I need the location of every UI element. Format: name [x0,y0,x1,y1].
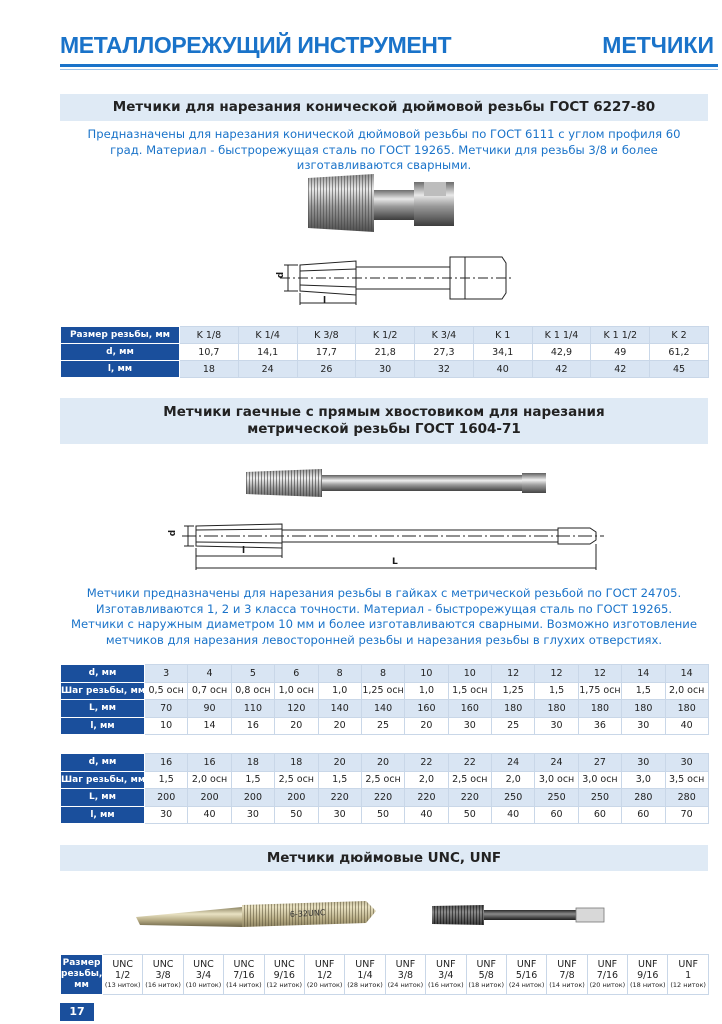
row-label: d, мм [61,754,145,772]
table-cell: 1,5 [145,771,188,789]
table-cell: K 2 [650,327,709,344]
dim-label-l2: l [242,546,246,556]
table-cell: 50 [448,806,491,824]
section2-description-line: Метчики с наружным диаметром 10 мм и более изготавливаются сварными. Возможно изготовление [71,617,697,631]
thread-size: 7/8 [559,970,575,981]
table-cell: 24 [535,754,578,772]
table-cell: 22 [405,754,448,772]
section3-title-bar [60,845,708,871]
table-cell: 250 [492,789,535,807]
thread-size-cell [628,955,668,995]
thread-size: 9/16 [273,970,295,981]
thread-threads: (13 ниток) [104,981,141,989]
table-cell: 1,75 осн [578,682,621,700]
table-cell: 10 [405,665,448,683]
thread-type: UNF [678,959,698,970]
table-cell: 61,2 [650,344,709,361]
thread-size-cell [506,955,546,995]
table-row [61,806,709,824]
thread-size-cell [466,955,506,995]
section3-title: Метчики дюймовые UNC, UNF [266,849,502,866]
thread-size-cell [143,955,183,995]
table-cell: 2,0 осн [665,682,708,700]
thread-size-cell [385,955,425,995]
table-cell: 40 [405,806,448,824]
table-cell: 12 [578,665,621,683]
row-label: Шаг резьбы, мм [61,771,145,789]
thread-size: 5/8 [478,970,494,981]
table-row [61,344,709,361]
thread-threads: (20 ниток) [306,981,343,989]
thread-type: UNF [436,959,456,970]
table-cell: 140 [318,700,361,718]
dim-label-L: L [392,557,398,567]
table-cell: 1,5 осн [448,682,491,700]
table-row [61,327,709,344]
thread-threads: (16 ниток) [428,981,464,989]
thread-threads: (10 ниток) [185,981,222,989]
table-cell: 220 [318,789,361,807]
thread-type: UNF [314,959,335,970]
unf-tap-photo [428,900,608,930]
thread-size: 1 [685,970,692,981]
section2-description-line: Изготавливаются 1, 2 и 3 класса точности. Материал - быстрорежущая сталь по ГОСТ 19265. [95,601,673,616]
thread-type: UNF [638,959,658,970]
table-cell: 25 [492,717,535,735]
table-row [61,700,709,718]
table-cell: 40 [473,361,532,378]
table-cell: 20 [318,717,361,735]
thread-type: UNC [233,959,255,970]
table-cell: 2,5 осн [361,771,404,789]
table-cell: 140 [361,700,404,718]
thread-threads: (14 ниток) [226,981,262,989]
thread-type: UNC [273,959,295,970]
section2-title-line1: Метчики гаечные с прямым хвостовиком для нарезания [163,404,605,420]
header-rule-thin [60,69,718,70]
thread-threads: (18 ниток) [468,981,504,989]
table-cell: 14,1 [238,344,297,361]
table-row [61,789,709,807]
table-cell: 200 [145,789,188,807]
thread-size: 7/16 [233,970,255,981]
thread-size-cell [547,955,587,995]
table-cell: 16 [145,754,188,772]
table-cell: 200 [231,789,274,807]
thread-size-cell [224,955,264,995]
table-cell: 14 [188,717,231,735]
table-cell: 1,0 [405,682,448,700]
thread-size-cell [264,955,304,995]
table-cell: K 1 1/2 [591,327,650,344]
page-number: 17 [60,1003,94,1021]
nut-tap-photo [240,464,550,504]
section2-description [60,586,708,648]
table-cell: 1,5 [318,771,361,789]
section2-description-line: метчиков для нарезания левосторонней резьбы и нарезания резьбы в глухих отверстиях. [105,632,663,647]
table-cell: 10 [448,665,491,683]
thread-threads: (24 ниток) [508,981,545,989]
table-cell: 40 [188,806,231,824]
table-row [61,955,709,995]
table-cell: 60 [578,806,621,824]
table-cell: 160 [405,700,448,718]
section-title: МЕТЧИКИ [602,32,714,58]
thread-size: 3/4 [195,970,212,981]
table-cell: 30 [356,361,415,378]
thread-size-cell [587,955,627,995]
table-cell: 42 [591,361,650,378]
table-cell: 30 [448,717,491,735]
table-cell: 12 [535,665,578,683]
thread-threads: (24 ниток) [387,981,424,989]
row-label: d, мм [61,344,180,361]
row-label: Размер резьбы, мм [61,327,180,344]
row-label: l, мм [61,806,145,824]
table-cell: 2,0 [405,771,448,789]
table-cell: 18 [180,361,239,378]
table-cell: 30 [622,717,665,735]
table-cell: K 3/4 [415,327,474,344]
table-cell: 2,0 [492,771,535,789]
dim-label-d: d [276,271,287,279]
category-title: МЕТАЛЛОРЕЖУЩИЙ ИНСТРУМЕНТ [60,32,452,58]
table-cell: 3,0 [622,771,665,789]
table-cell: 90 [188,700,231,718]
table-cell: 30 [231,806,274,824]
table-cell: 10,7 [180,344,239,361]
table-cell: 24 [492,754,535,772]
thread-type: UNF [355,959,375,970]
table-cell: 34,1 [473,344,532,361]
table-cell: K 1 [473,327,532,344]
table-cell: 36 [578,717,621,735]
thread-size-cell [345,955,385,995]
table-cell: 180 [578,700,621,718]
table-cell: 49 [591,344,650,361]
table-cell: 27,3 [415,344,474,361]
table-cell: 16 [188,754,231,772]
thread-type: UNC [193,959,214,970]
table-cell: K 1/2 [356,327,415,344]
table-row [61,717,709,735]
table-cell: 160 [448,700,491,718]
thread-size: 3/8 [397,970,414,981]
table-cell: 1,25 осн [361,682,404,700]
nut-tap-table-1 [60,664,709,735]
table-cell: K 1 1/4 [532,327,591,344]
table-cell: 17,7 [297,344,356,361]
row-label: l, мм [61,717,145,735]
thread-threads: (28 ниток) [347,981,383,989]
thread-type: UNF [597,959,618,970]
table-cell: 40 [665,717,708,735]
table-cell: 4 [188,665,231,683]
thread-type: UNF [557,959,577,970]
thread-size: 1/2 [115,970,131,981]
table-cell: 1,25 [492,682,535,700]
unc-unf-table [60,954,709,995]
thread-threads: (16 ниток) [145,981,181,989]
table-cell: 8 [361,665,404,683]
table-cell: 0,5 осн [145,682,188,700]
table-cell: 20 [318,754,361,772]
dim-label-d2: d [168,529,179,537]
table-cell: 60 [535,806,578,824]
thread-size: 3/8 [155,970,171,981]
table-cell: 70 [145,700,188,718]
table-cell: 180 [535,700,578,718]
dim-label-l: l [323,296,327,306]
table-cell: 25 [361,717,404,735]
table-cell: 1,0 осн [275,682,318,700]
row-label: Шаг резьбы, мм [61,682,145,700]
row-label: L, мм [61,789,145,807]
table-cell: 120 [275,700,318,718]
thread-size-cell [668,955,708,995]
page-header [60,30,718,64]
table-cell: 24 [238,361,297,378]
table-cell: 18 [275,754,318,772]
table-cell: 12 [492,665,535,683]
table-cell: 2,0 осн [188,771,231,789]
table-cell: 50 [275,806,318,824]
table-cell: 280 [622,789,665,807]
table-cell: 280 [665,789,708,807]
table-cell: 1,0 [318,682,361,700]
table-cell: 30 [622,754,665,772]
table-cell: 18 [231,754,274,772]
header-rule [60,64,718,67]
table-cell: 250 [578,789,621,807]
nut-tap-table-2 [60,753,709,824]
table-row [61,682,709,700]
table-cell: 60 [622,806,665,824]
table-cell: 30 [145,806,188,824]
thread-size: 1/2 [317,970,333,981]
unc-tap-photo [130,893,382,933]
table-cell: 20 [275,717,318,735]
tapered-tap-drawing [270,243,520,313]
table-cell: 180 [492,700,535,718]
thread-size-cell [103,955,143,995]
section2-description-line: Метчики предназначены для нарезания резьбы в гайках с метрической резьбой по ГОСТ 24705. [86,586,682,600]
table-cell: 2,5 осн [448,771,491,789]
section1-description: Предназначены для нарезания конической дюймовой резьбы по ГОСТ 6111 с углом профиля 60 град. Материал - быстрорежущая сталь по ГОСТ 19265. Метчики для резьбы 3/8 и более изготавливаются сварными. [87,127,681,172]
thread-size: 3/4 [438,970,454,981]
thread-threads: (12 ниток) [670,981,706,989]
table-cell: 8 [318,665,361,683]
thread-threads: (20 ниток) [589,981,626,989]
table-cell: 1,5 [535,682,578,700]
section1-title: Метчики для нарезания конической дюймовой резьбы ГОСТ 6227-80 [112,99,656,115]
table-cell: 3,0 осн [535,771,578,789]
table-cell: 42 [532,361,591,378]
table-row [61,771,709,789]
conical-tap-table [60,326,709,378]
table-cell: K 1/4 [238,327,297,344]
table-cell: 1,5 [622,682,665,700]
thread-size: 1/4 [357,970,373,981]
table-cell: 30 [318,806,361,824]
thread-threads: (12 ниток) [266,981,303,989]
table-cell: 10 [145,717,188,735]
thread-type: UNC [152,959,174,970]
table-cell: 6 [275,665,318,683]
table-row [61,361,709,378]
table-cell: 40 [492,806,535,824]
table-cell: 70 [665,806,708,824]
table-cell: 30 [535,717,578,735]
table-cell: 0,8 осн [231,682,274,700]
tapered-tap-photo [296,168,462,238]
thread-threads: (14 ниток) [549,981,585,989]
table-cell: 200 [188,789,231,807]
thread-size-cell [426,955,466,995]
thread-size-cell [304,955,344,995]
table-cell: 1,5 [231,771,274,789]
section2-title-line2: метрической резьбы ГОСТ 1604-71 [247,421,521,437]
tap-marking: 6-32UNC [289,908,326,919]
table-cell: 20 [361,754,404,772]
table-cell: 2,5 осн [275,771,318,789]
row-label: l, мм [61,361,180,378]
table-cell: 3 [145,665,188,683]
table-cell: 250 [535,789,578,807]
table-cell: 22 [448,754,491,772]
table-cell: 220 [361,789,404,807]
table-cell: 30 [665,754,708,772]
row-label: Размер резьбы, мм [61,955,103,995]
table-cell: K 1/8 [180,327,239,344]
table-cell: 26 [297,361,356,378]
table-cell: 3,0 осн [578,771,621,789]
thread-type: UNF [476,959,496,970]
table-cell: 0,7 осн [188,682,231,700]
thread-type: UNF [516,959,537,970]
table-row [61,665,709,683]
table-cell: 110 [231,700,274,718]
thread-threads: (18 ниток) [629,981,666,989]
section2-title-bar [60,398,708,444]
thread-size: 7/16 [596,970,619,981]
table-row [61,754,709,772]
thread-type: UNF [395,959,416,970]
table-cell: 20 [405,717,448,735]
table-cell: 21,8 [356,344,415,361]
thread-size: 9/16 [637,970,659,981]
table-cell: 50 [361,806,404,824]
table-cell: 180 [665,700,708,718]
table-cell: 27 [578,754,621,772]
table-cell: 14 [665,665,708,683]
table-cell: 3,5 осн [665,771,708,789]
section1-title-bar [60,94,708,121]
table-cell: 42,9 [532,344,591,361]
row-label: L, мм [61,700,145,718]
thread-type: UNC [112,959,134,970]
table-cell: 220 [405,789,448,807]
table-cell: 5 [231,665,274,683]
row-label: d, мм [61,665,145,683]
table-cell: 14 [622,665,665,683]
table-cell: 32 [415,361,474,378]
table-cell: K 3/8 [297,327,356,344]
table-cell: 200 [275,789,318,807]
table-cell: 180 [622,700,665,718]
thread-size-cell [183,955,223,995]
thread-size: 5/16 [515,970,538,981]
table-cell: 220 [448,789,491,807]
table-cell: 16 [231,717,274,735]
table-cell: 45 [650,361,709,378]
